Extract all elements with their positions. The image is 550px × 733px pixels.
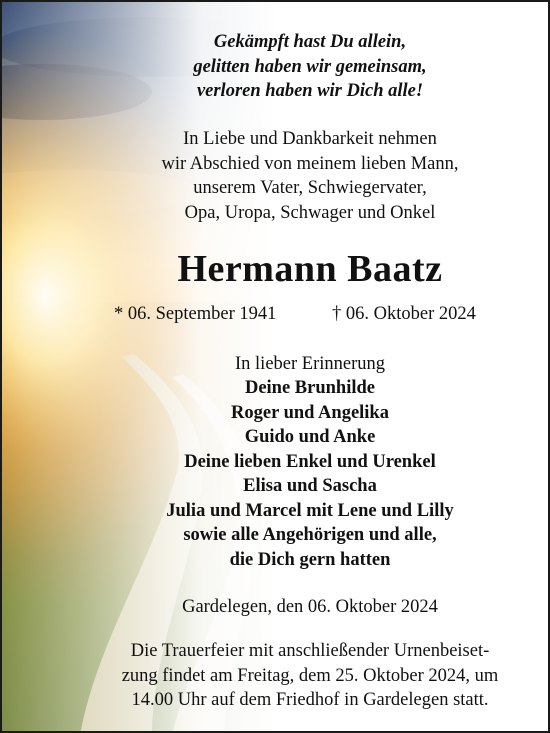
mourner-line: Deine lieben Enkel und Urenkel — [184, 451, 436, 472]
motto-verse — [72, 30, 548, 104]
intro-line: wir Abschied von meinem lieben Mann, — [161, 153, 459, 174]
funeral-line: Die Trauerfeier mit anschließender Urnenbeiset- — [130, 641, 490, 661]
funeral-notice — [72, 639, 548, 713]
remembrance-intro: In lieber Erinnerung — [235, 354, 385, 374]
mourner-line: die Dich gern hatten — [229, 549, 391, 570]
mourner-line: Elisa und Sascha — [243, 476, 377, 496]
funeral-line: 14.00 Uhr auf dem Friedhof in Gardelegen statt. — [131, 690, 489, 710]
birth-date: * 06. September 1941 — [114, 304, 277, 324]
mourner-line: Julia und Marcel mit Lene und Lilly — [166, 500, 454, 521]
mourner-line: Deine Brunhilde — [244, 378, 376, 398]
death-date: † 06. Oktober 2024 — [332, 304, 476, 324]
motto-line: verloren haben wir Dich alle! — [196, 81, 424, 101]
intro-line: Opa, Uropa, Schwager und Onkel — [184, 202, 436, 223]
mourner-line: sowie alle Angehörigen und alle, — [183, 525, 437, 545]
intro-line: unserem Vater, Schwiegervater, — [193, 178, 427, 198]
motto-line: gelitten haben wir gemeinsam, — [193, 56, 427, 77]
farewell-intro — [72, 127, 548, 225]
mourner-line: Roger und Angelika — [231, 402, 389, 423]
motto-line: Gekämpft hast Du allein, — [213, 32, 407, 52]
mourners-list — [72, 376, 548, 572]
mourner-line: Guido und Anke — [244, 427, 376, 447]
place-and-date: Gardelegen, den 06. Oktober 2024 — [182, 597, 438, 617]
funeral-line: zung findet am Freitag, dem 25. Oktober 2024, um — [121, 665, 499, 686]
deceased-name: Hermann Baatz — [177, 248, 443, 290]
intro-line: In Liebe und Dankbarkeit nehmen — [183, 129, 437, 149]
